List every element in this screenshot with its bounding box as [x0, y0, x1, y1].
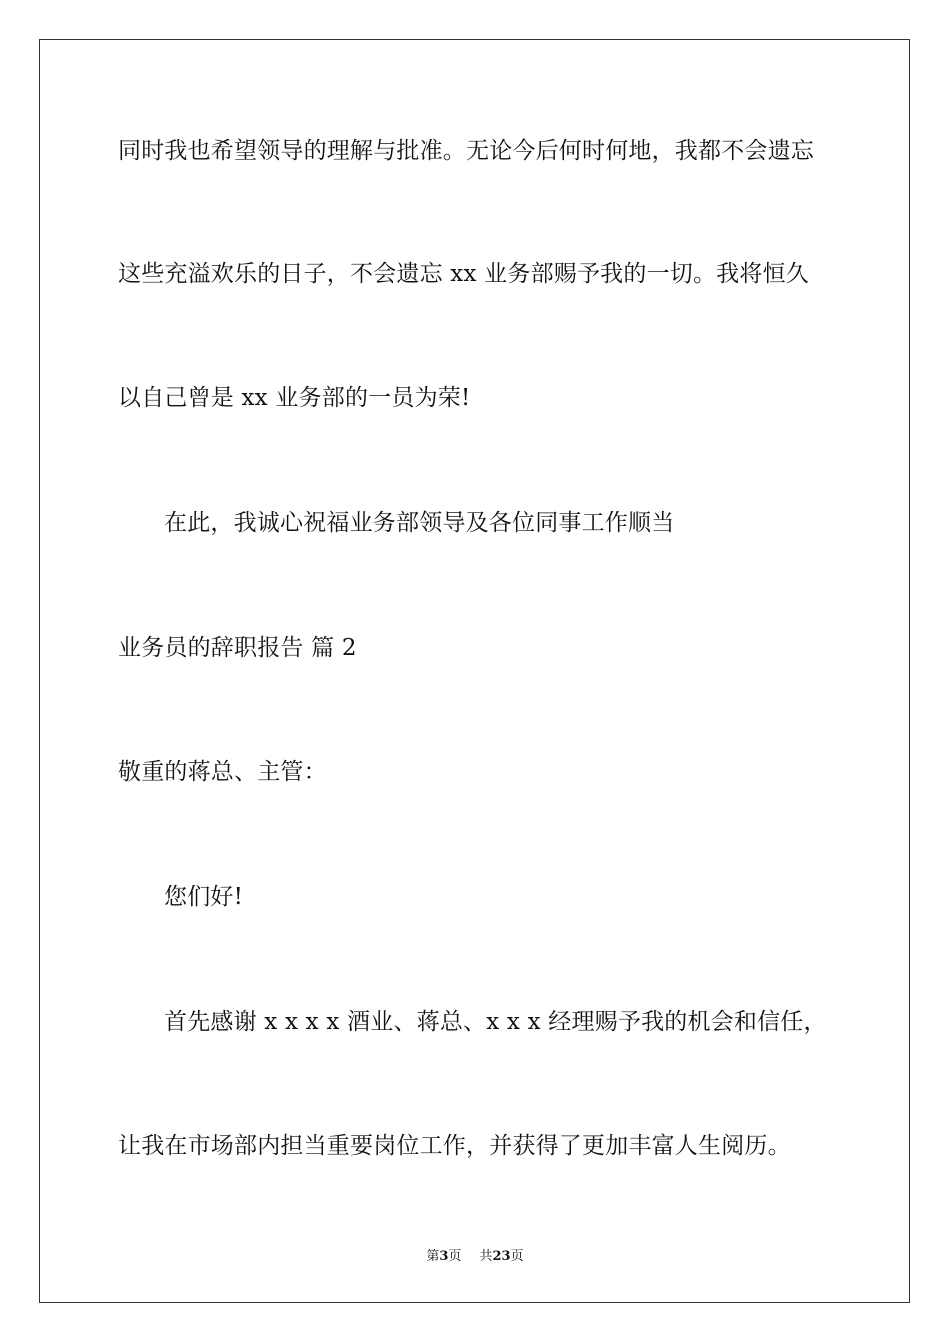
total-page-number: 23: [492, 1249, 511, 1264]
body-line-1: 同时我也希望领导的理解与批准。无论今后何时何地，我都不会遗忘: [118, 138, 814, 164]
body-line-4: 在此，我诚心祝福业务部领导及各位同事工作顺当: [164, 510, 675, 536]
salutation: 敬重的蒋总、主管：: [118, 759, 327, 785]
body-line-3: 以自己曾是 xx 业务部的一员为荣!: [118, 385, 471, 411]
page-footer: [0, 1248, 950, 1266]
total-prefix: 共: [479, 1249, 493, 1264]
page-border: [39, 39, 910, 1303]
body-line-9: 让我在市场部内担当重要岗位工作，并获得了更加丰富人生阅历。: [118, 1133, 791, 1159]
page-suffix: 页: [448, 1249, 462, 1264]
body-line-2: 这些充溢欢乐的日子，不会遗忘 xx 业务部赐予我的一切。我将恒久: [118, 261, 809, 287]
section-heading: 业务员的辞职报告 篇 2: [118, 635, 357, 661]
body-line-8: 首先感谢 x x x x 酒业、蒋总、x x x 经理赐予我的机会和信任，: [164, 1009, 827, 1035]
greeting: 您们好!: [164, 884, 244, 910]
page-prefix: 第: [426, 1249, 440, 1264]
current-page-number: 3: [439, 1249, 449, 1264]
total-suffix: 页: [510, 1249, 524, 1264]
